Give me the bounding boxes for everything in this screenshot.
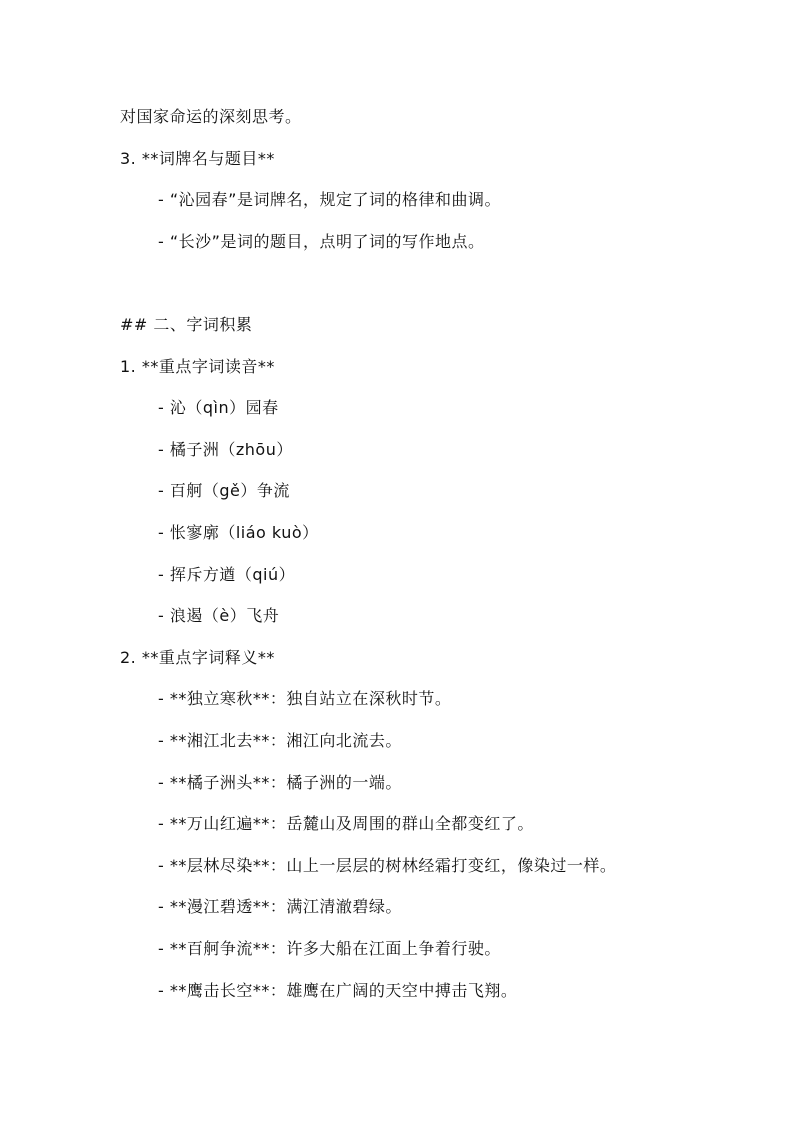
- list-subitem: - 怅寥廓（liáo kuò）: [158, 523, 319, 542]
- list-subitem: - **鹰击长空**：雄鹰在广阔的天空中搏击飞翔。: [158, 981, 518, 1000]
- list-subitem: - 橘子洲（zhōu）: [158, 440, 293, 459]
- list-subitem: - 浪遏（è）飞舟: [158, 606, 280, 625]
- list-item-2-label: 2. **重点字词释义**: [120, 648, 275, 667]
- list-subitem: - **湘江北去**：湘江向北流去。: [158, 731, 402, 750]
- list-subitem: - **百舸争流**：许多大船在江面上争着行驶。: [158, 939, 501, 958]
- list-subitem: - “沁园春”是词牌名，规定了词的格律和曲调。: [158, 190, 501, 209]
- list-subitem: - **层林尽染**：山上一层层的树林经霜打变红，像染过一样。: [158, 856, 617, 875]
- list-item-3-label: 3. **词牌名与题目**: [120, 149, 275, 168]
- list-subitem: - “长沙”是词的题目，点明了词的写作地点。: [158, 232, 485, 251]
- list-subitem: - **橘子洲头**：橘子洲的一端。: [158, 773, 402, 792]
- list-item-1-label: 1. **重点字词读音**: [120, 357, 275, 376]
- list-subitem: - 挥斥方遒（qiú）: [158, 565, 296, 584]
- list-subitem: - **万山红遍**：岳麓山及周围的群山全都变红了。: [158, 814, 534, 833]
- section-heading: ## 二、字词积累: [120, 315, 253, 334]
- list-subitem: - **独立寒秋**：独自站立在深秋时节。: [158, 689, 452, 708]
- list-subitem: - 沁（qìn）园春: [158, 398, 279, 417]
- intro-continuation: 对国家命运的深刻思考。: [120, 107, 302, 126]
- list-subitem: - **漫江碧透**：满江清澈碧绿。: [158, 897, 402, 916]
- list-subitem: - 百舸（gě）争流: [158, 481, 290, 500]
